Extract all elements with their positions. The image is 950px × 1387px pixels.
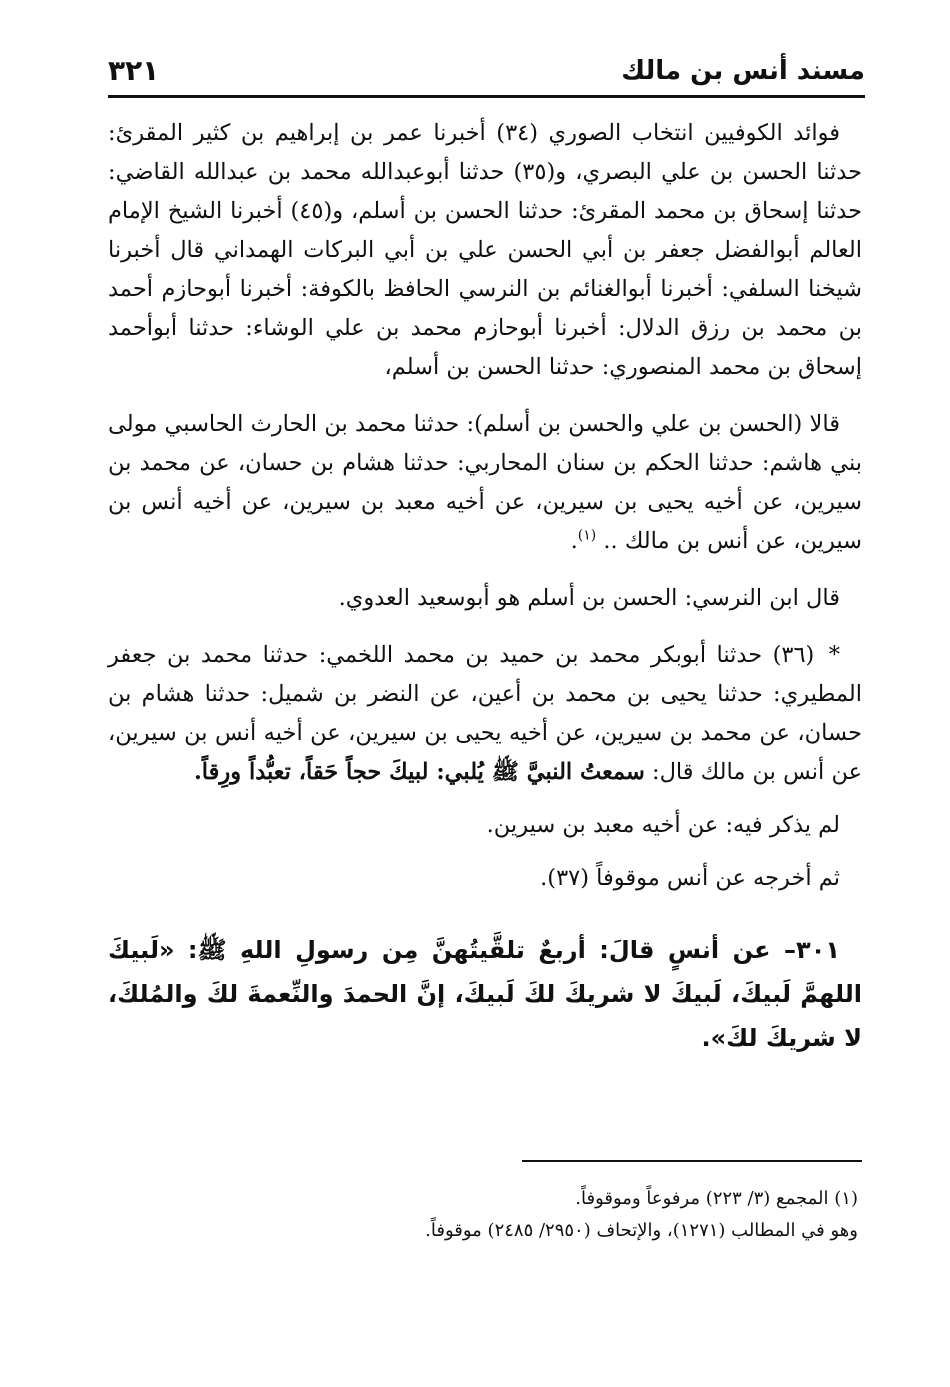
footnote-1-continuation: وهو في المطالب (١٢٧١)، والإتحاف (٢٩٥٠/ ٢٤٨٥) موقوفاً. [425,1220,858,1241]
hadith-301: ٣٠١– عن أنسٍ قالَ: أربعٌ تلقَّيتُهنَّ مِن رسولِ اللهِ ﷺ: «لَبيكَ اللهمَّ لَبيكَ، لَبيكَ لا شريكَ لكَ لَبيكَ، إنَّ الحمدَ والنِّعمةَ لكَ والمُلكَ، لا شريكَ لكَ». [108,936,862,1052]
footnote-1: (١) المجمع (٣/ ٢٢٣) مرفوعاً وموقوفاً. [575,1188,858,1209]
isnad-paragraph-4-text: (٣٦) حدثنا أبوبكر محمد بن حميد بن محمد اللخمي: حدثنا محمد بن جعفر المطيري: حدثنا يحيى بن محمد بن أعين، عن النضر بن شميل: حدثنا هشام بن حسان، عن محمد بن سيرين، عن أخيه يحيى بن سيرين، عن أخيه أنس بن سيرين، عن أنس بن مالك قال: [108,642,862,785]
footnotes [108,1183,858,1247]
body-text [108,114,862,1060]
narrator-note: قال ابن النرسي: الحسن بن أسلم هو أبوسعيد العدوي. [338,585,840,611]
talbiya-quote: سمعتُ النبيَّ ﷺ يُلبي: لبيكَ حجاً حَقاً، تعبُّداً ورِقاً. [193,759,645,785]
isnad-paragraph-4 [108,636,862,792]
note-line-2: ثم أخرجه عن أنس موقوفاً (٣٧). [540,865,840,891]
footnote-separator [522,1160,862,1162]
running-header [108,52,865,98]
star-marker: * [828,642,840,668]
isnad-paragraph-2-text: قالا (الحسن بن علي والحسن بن أسلم): حدثنا محمد بن الحارث الحاسبي مولى بني هاشم: حدثنا الحكم بن سنان المحاربي: حدثنا هشام بن حسان، عن محمد بن سيرين، عن أخيه يحيى بن سيرين، عن أخيه معبد بن سيرين، عن أخيه أنس بن سيرين، عن أنس بن مالك .. [108,411,862,554]
header-title: مسند أنس بن مالك [621,56,865,86]
footnote-ref: (١) [577,527,597,544]
isnad-paragraph-2: قالا (الحسن بن علي والحسن بن أسلم): حدثنا محمد بن الحارث الحاسبي مولى بني هاشم: حدثنا الحكم بن سنان المحاربي: حدثنا هشام بن حسان، عن محمد بن سيرين، عن أخيه يحيى بن سيرين، عن أخيه معبد بن سيرين، عن أخيه أنس بن سيرين، عن أنس بن مالك .. $^{(١)}$. [108,411,862,554]
isnad-paragraph-1: فوائد الكوفيين انتخاب الصوري (٣٤) أخبرنا عمر بن إبراهيم بن كثير المقرئ: حدثنا الحسن بن علي البصري، و(٣٥) حدثنا أبوعبدالله محمد بن عبدالله القاضي: حدثنا إسحاق بن محمد المقرئ: حدثنا الحسن بن أسلم، و(٤٥) أخبرنا الشيخ الإمام العالم أبوالفضل جعفر بن أبي الحسن علي بن أبي البركات الهمداني قال أخبرنا شيخنا السلفي: أخبرنا أبوالغنائم بن النرسي الحافظ بالكوفة: أخبرنا أبوحازم أحمد بن محمد بن رزق الدلال: أخبرنا أبوحازم محمد بن علي الوشاء: حدثنا أبوأحمد إسحاق بن محمد المنصوري: حدثنا الحسن بن أسلم، [108,120,862,380]
page-number: ٣٢١ [108,54,160,87]
note-line-1: لم يذكر فيه: عن أخيه معبد بن سيرين. [486,812,840,838]
header-rule [108,95,865,98]
